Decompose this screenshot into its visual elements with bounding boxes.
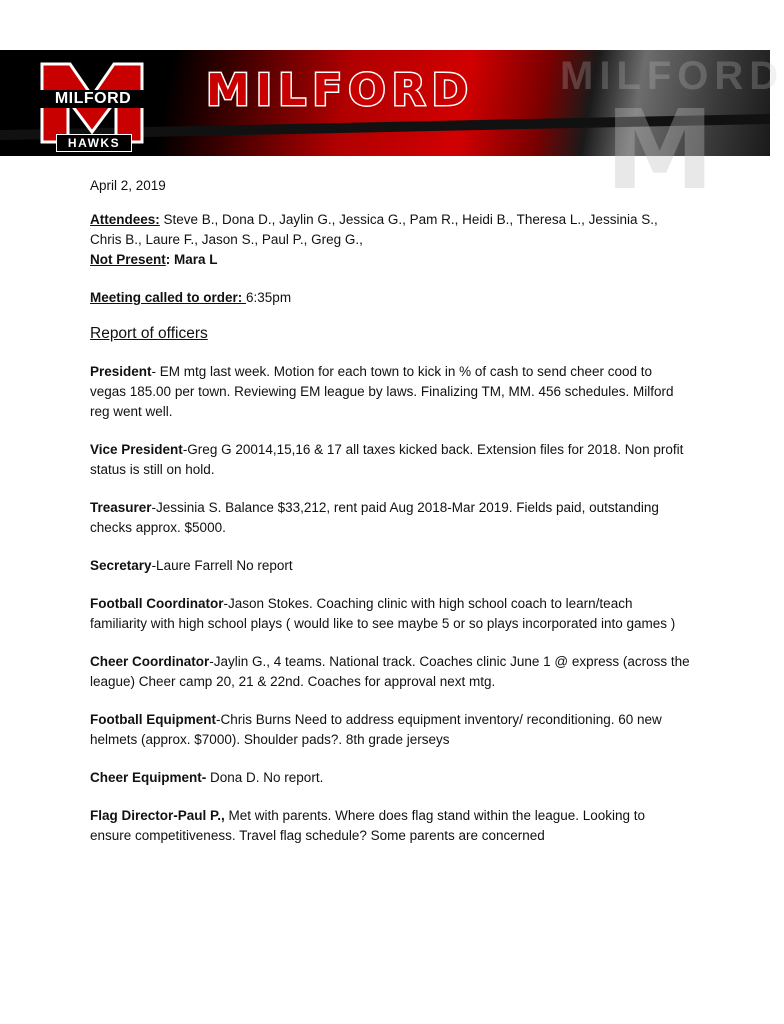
officer-report-text: -Chris Burns Need to address equipment inventory/ reconditioning. 60 new helmets (approx. $7000). Shoulder pads?. 8th grade jerseys [90,712,662,747]
watermark-m-logo: M [605,86,715,214]
meeting-called-line [90,288,690,308]
attendees-value: Steve B., Dona D., Jaylin G., Jessica G., Pam R., Heidi B., Theresa L., Jessinia S., Chris B., Laure F., Jason S., Paul P., Greg G., [90,212,658,247]
officer-reports [90,362,690,846]
attendees-line [90,210,690,250]
banner-title: MILFORD [206,65,475,116]
not-present-line [90,250,690,270]
officer-report [90,710,690,750]
officer-role: President [90,364,152,379]
officer-role: Cheer Equipment- [90,770,207,785]
officer-role: Flag Director-Paul P., [90,808,225,823]
officer-report-text: Met with parents. Where does flag stand within the league. Looking to ensure competitiveness. Travel flag schedule? Some parents are concerned [90,808,646,843]
not-present-label: Not Present [90,252,166,267]
officer-report-text: Dona D. No report. [206,770,324,785]
officer-report [90,768,690,788]
meeting-called-value: 6:35pm [246,290,292,305]
logo-milford-label: MILFORD [38,90,148,108]
logo-hawks-label: HAWKS [56,134,132,152]
officer-role: Cheer Coordinator [90,654,210,669]
officer-report [90,498,690,538]
officer-report [90,556,690,576]
attendees-label: Attendees: [90,212,160,227]
officer-role: Vice President [90,442,183,457]
report-of-officers-heading: Report of officers [90,325,208,342]
officer-report [90,362,690,422]
officer-report-text: -Jaylin G., 4 teams. National track. Coaches clinic June 1 @ express (across the league) Cheer camp 20, 21 & 22nd. Coaches for approval next mtg. [90,654,690,689]
officer-report [90,652,690,692]
not-present-value: : Mara L [165,252,218,267]
officer-role: Football Coordinator [90,596,224,611]
officer-role: Secretary [90,558,152,573]
officer-report [90,806,690,846]
officer-role: Football Equipment [90,712,216,727]
meeting-date: April 2, 2019 [90,178,166,193]
watermark-word: MILFORD [560,54,784,98]
officer-report-text: -Greg G 20014,15,16 & 17 all taxes kicked back. Extension files for 2018. Non profit status is still on hold. [90,442,684,477]
banner-subtitle: YOUTH FOOTBALL & CHEER [208,173,484,190]
officer-report-text: -Jason Stokes. Coaching clinic with high school coach to learn/teach familiarity with high school plays ( would like to see maybe 5 or so plays incorporated into games ) [90,596,676,631]
officer-report [90,594,690,634]
minutes-content [90,176,690,864]
officer-report-text: -Jessinia S. Balance $33,212, rent paid Aug 2018-Mar 2019. Fields paid, outstanding checks approx. $5000. [90,500,659,535]
officer-role: Treasurer [90,500,152,515]
officer-report [90,440,690,480]
meeting-called-label: Meeting called to order: [90,290,247,305]
officer-report-text: - EM mtg last week. Motion for each town to kick in % of cash to send cheer cood to vegas 185.00 per town. Reviewing EM league by laws. Finalizing TM, MM. 456 schedules. Milford reg went well. [90,364,674,419]
officer-report-text: -Laure Farrell No report [151,558,293,573]
